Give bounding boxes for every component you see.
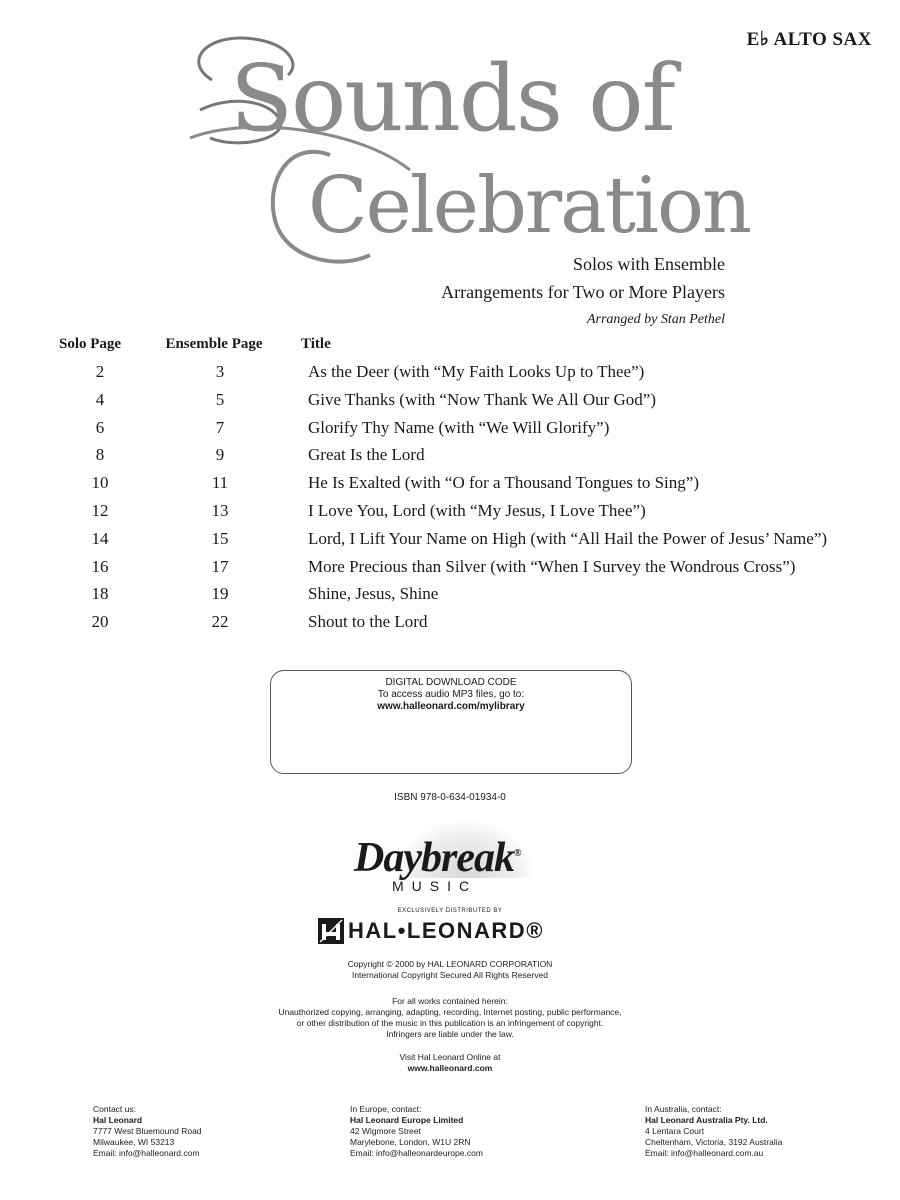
contact-email[interactable]: Email: info@halleonardeurope.com bbox=[350, 1148, 483, 1158]
toc-ensemble-page: 15 bbox=[211, 528, 229, 548]
website-link[interactable]: www.halleonard.com bbox=[407, 1063, 493, 1073]
script-title-graphic bbox=[170, 20, 750, 290]
registered-mark: ® bbox=[513, 848, 521, 859]
copyright-line-2: International Copyright Secured All Rights Reserved bbox=[351, 970, 549, 980]
warning-line-4: Infringers are liable under the law. bbox=[386, 1029, 514, 1039]
copyright-line-1: Copyright © 2000 by HAL LEONARD CORPORATION bbox=[347, 959, 553, 969]
arranger-credit: Arranged by Stan Pethel bbox=[586, 312, 725, 327]
toc-solo-page: 18 bbox=[91, 584, 109, 604]
visit-online bbox=[0, 1052, 900, 1074]
visit-label: Visit Hal Leonard Online at bbox=[399, 1052, 501, 1062]
toc-row bbox=[55, 612, 895, 640]
contact-label: In Australia, contact: bbox=[645, 1104, 722, 1114]
toc-row bbox=[55, 390, 895, 418]
toc-row bbox=[55, 501, 895, 529]
hal-leonard-mark-icon bbox=[318, 918, 344, 944]
infringement-warning bbox=[0, 996, 900, 1040]
daybreak-music-logo bbox=[340, 820, 570, 894]
contact-name: Hal Leonard bbox=[93, 1115, 143, 1125]
toc-solo-page: 4 bbox=[95, 389, 105, 409]
toc-row bbox=[55, 445, 895, 473]
toc-header-ensemble-page: Ensemble Page bbox=[165, 336, 263, 352]
warning-line-3: or other distribution of the music in this publication is an infringement of copyright. bbox=[296, 1018, 604, 1028]
hal-leonard-wordmark: HAL•LEONARD® bbox=[348, 918, 544, 943]
warning-line-1: For all works contained herein: bbox=[392, 996, 508, 1006]
contact-europe bbox=[350, 1104, 483, 1159]
toc-song-title: Give Thanks (with “Now Thank We All Our God”) bbox=[308, 389, 657, 409]
toc-song-title: Shine, Jesus, Shine bbox=[308, 584, 439, 604]
toc-ensemble-page: 11 bbox=[211, 473, 229, 493]
title-line-1: Sounds of bbox=[230, 45, 674, 152]
toc-header-row bbox=[55, 336, 895, 362]
logo-wordmark: Daybreak bbox=[354, 835, 514, 881]
toc-row bbox=[55, 529, 895, 557]
toc-song-title: Shout to the Lord bbox=[308, 612, 428, 632]
logo-music-label: MUSIC bbox=[392, 878, 478, 894]
contact-address-line-1: 7777 West Bluemound Road bbox=[93, 1126, 202, 1136]
contact-label: In Europe, contact: bbox=[350, 1104, 422, 1114]
subtitle-line-2: Arrangements for Two or More Players bbox=[441, 282, 725, 302]
toc-solo-page: 16 bbox=[91, 556, 109, 576]
isbn-number: ISBN 978-0-634-01934-0 bbox=[394, 792, 506, 803]
toc-ensemble-page: 5 bbox=[215, 389, 225, 409]
contact-address-line-2: Milwaukee, WI 53213 bbox=[93, 1137, 175, 1147]
table-of-contents bbox=[55, 336, 895, 640]
toc-ensemble-page: 22 bbox=[211, 612, 229, 632]
toc-solo-page: 6 bbox=[95, 417, 105, 437]
contact-address-line-2: Cheltenham, Victoria, 3192 Australia bbox=[645, 1137, 783, 1147]
contact-name: Hal Leonard Australia Pty. Ltd. bbox=[645, 1115, 768, 1125]
toc-song-title: More Precious than Silver (with “When I Survey the Wondrous Cross”) bbox=[308, 556, 796, 576]
subtitle-line-1: Solos with Ensemble bbox=[573, 254, 725, 274]
toc-song-title: He Is Exalted (with “O for a Thousand Tongues to Sing”) bbox=[308, 473, 699, 493]
toc-ensemble-page: 3 bbox=[215, 362, 225, 381]
hal-leonard-logo bbox=[318, 916, 544, 946]
toc-row bbox=[55, 418, 895, 446]
download-instruction: To access audio MP3 files, go to: bbox=[377, 689, 525, 700]
toc-solo-page: 8 bbox=[95, 445, 105, 465]
download-url-link[interactable]: www.halleonard.com/mylibrary bbox=[377, 701, 525, 712]
toc-header-solo-page: Solo Page bbox=[59, 336, 122, 352]
toc-solo-page: 12 bbox=[91, 500, 109, 520]
distribution-notice: EXCLUSIVELY DISTRIBUTED BY bbox=[397, 908, 503, 914]
toc-song-title: I Love You, Lord (with “My Jesus, I Love Thee”) bbox=[308, 500, 646, 520]
toc-row bbox=[55, 557, 895, 585]
toc-solo-page: 14 bbox=[91, 528, 109, 548]
contact-address-line-1: 4 Lentara Court bbox=[645, 1126, 705, 1136]
instrument-label: E♭ ALTO SAX bbox=[746, 29, 872, 50]
toc-ensemble-page: 7 bbox=[215, 417, 225, 437]
toc-row bbox=[55, 473, 895, 501]
toc-solo-page: 20 bbox=[91, 612, 109, 632]
contact-usa bbox=[93, 1104, 202, 1159]
contact-australia bbox=[645, 1104, 782, 1159]
copyright-notice bbox=[0, 959, 900, 981]
toc-row bbox=[55, 584, 895, 612]
contact-name: Hal Leonard Europe Limited bbox=[350, 1115, 464, 1125]
contact-address-line-2: Marylebone, London, W1U 2RN bbox=[350, 1137, 471, 1147]
contact-address-line-1: 42 Wigmore Street bbox=[350, 1126, 421, 1136]
toc-ensemble-page: 9 bbox=[215, 445, 225, 465]
title-line-2: Celebration bbox=[308, 161, 750, 251]
toc-row bbox=[55, 362, 895, 390]
toc-ensemble-page: 13 bbox=[211, 500, 229, 520]
contact-email[interactable]: Email: info@halleonard.com.au bbox=[645, 1148, 764, 1158]
contact-email[interactable]: Email: info@halleonard.com bbox=[93, 1148, 200, 1158]
toc-song-title: As the Deer (with “My Faith Looks Up to Thee”) bbox=[308, 362, 645, 381]
toc-song-title: Great Is the Lord bbox=[308, 445, 425, 465]
toc-song-title: Glorify Thy Name (with “We Will Glorify”) bbox=[308, 417, 610, 437]
warning-line-2: Unauthorized copying, arranging, adapting, recording, Internet posting, public performance, bbox=[278, 1007, 622, 1017]
contact-label: Contact us: bbox=[93, 1104, 136, 1114]
toc-ensemble-page: 19 bbox=[211, 584, 229, 604]
toc-song-title: Lord, I Lift Your Name on High (with “All Hail the Power of Jesus’ Name”) bbox=[308, 528, 828, 548]
book-title-art bbox=[170, 20, 750, 290]
toc-solo-page: 2 bbox=[95, 362, 105, 381]
digital-download-box bbox=[270, 670, 632, 774]
toc-solo-page: 10 bbox=[91, 473, 109, 493]
toc-header-title: Title bbox=[301, 336, 331, 352]
toc-ensemble-page: 17 bbox=[211, 556, 229, 576]
download-code-title: DIGITAL DOWNLOAD CODE bbox=[385, 677, 517, 688]
